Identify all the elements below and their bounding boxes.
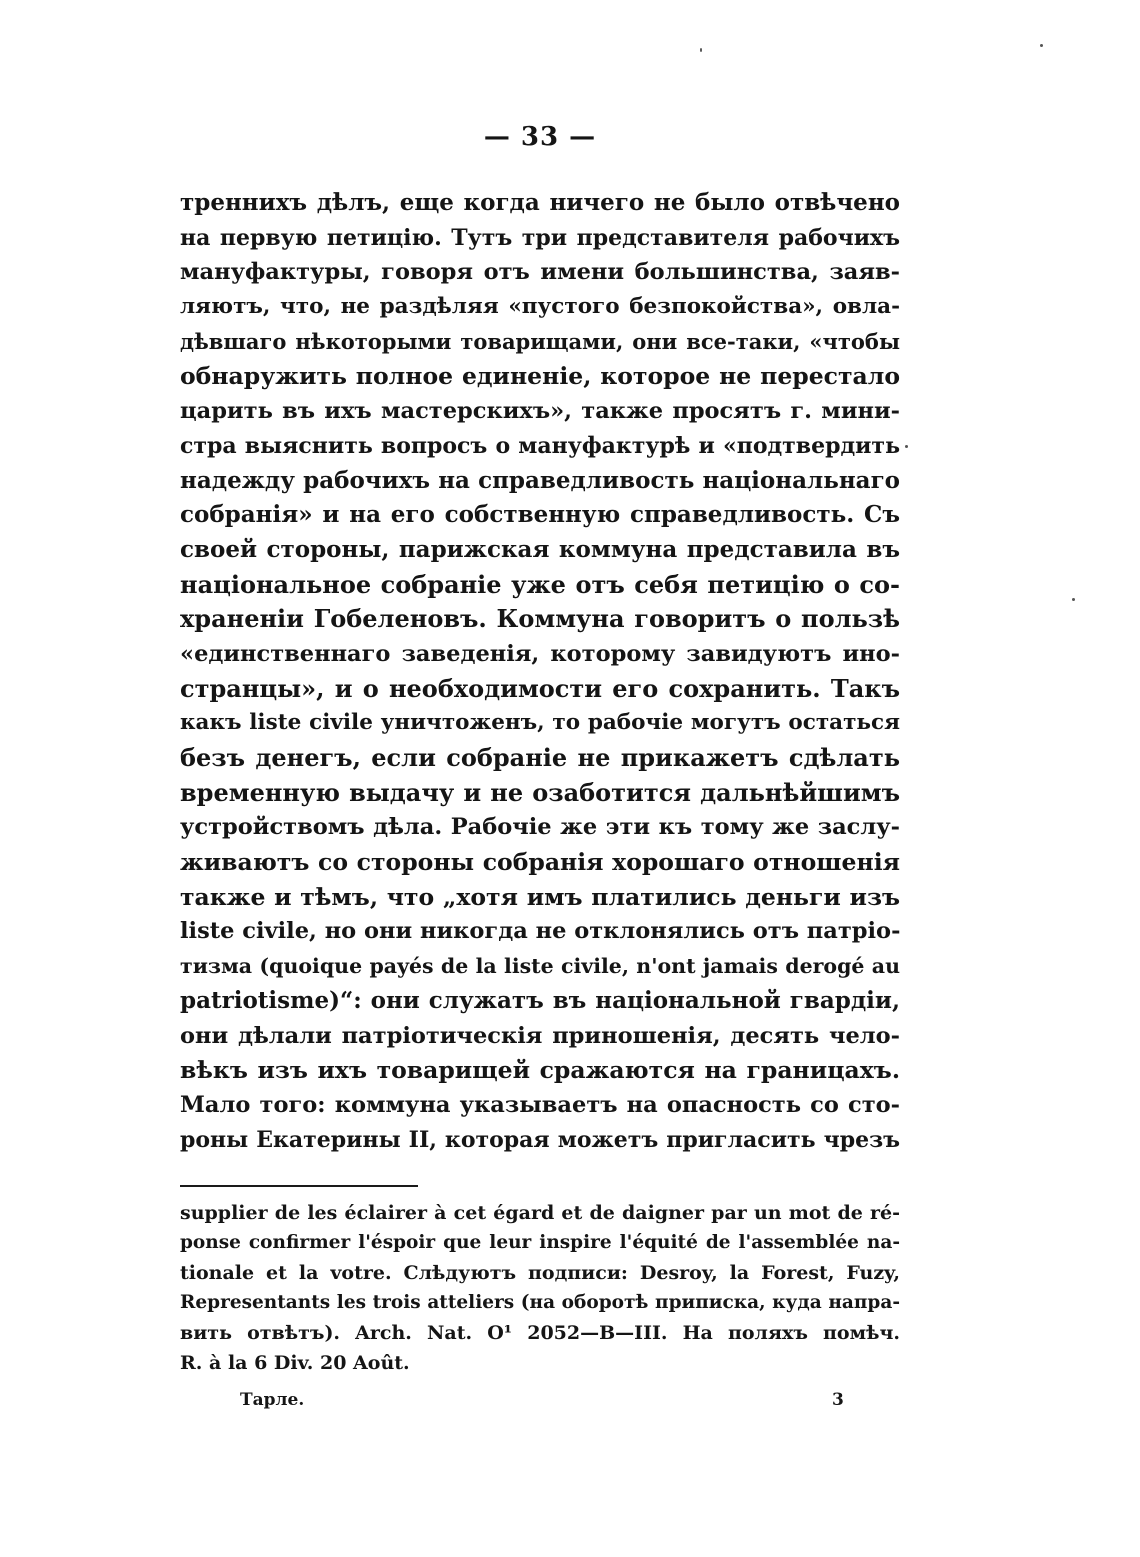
text-line: временную выдачу и не озаботится дальнѣйшимъ: [180, 777, 900, 807]
text-line: на первую петицію. Тутъ три представителя рабочихъ: [180, 224, 900, 251]
footnote-line: вить отвѣтъ). Arch. Nat. O¹ 2052—B—III. На поляхъ помѣч.: [180, 1322, 900, 1344]
text-line: обнаружить полное единеніе, которое не перестало: [180, 362, 900, 391]
page-number: — 33 —: [483, 122, 597, 152]
text-line: устройствомъ дѣла. Рабочіе же эти къ тому же заслу-: [180, 814, 900, 841]
footnote-line: Representants les trois atteliers (на оборотѣ приписка, куда напра-: [180, 1292, 900, 1313]
text-line: странцы», и о необходимости его сохранить. Такъ: [180, 673, 900, 703]
scan-speck: [905, 445, 908, 448]
text-line: они дѣлали патріотическія приношенія, десять чело-: [180, 1022, 900, 1049]
text-line: вѣкъ изъ ихъ товарищей сражаются на границахъ.: [180, 1056, 900, 1085]
footnote-line: supplier de les éclairer à cet égard et de daigner par un mot de ré-: [180, 1202, 900, 1224]
text-line: собранія» и на его собственную справедливость. Съ: [180, 501, 900, 529]
text-line: Мало того: коммуна указываетъ на опасность со сто-: [180, 1091, 900, 1118]
text-line: ляютъ, что, не раздѣляя «пустого безпокойства», овла-: [180, 294, 900, 320]
text-line: мануфактуры, говоря отъ имени большинства, заяв-: [180, 259, 900, 286]
scan-speck: [1040, 44, 1043, 47]
text-line: liste civile, но они никогда не отклонялись отъ патріо-: [180, 918, 900, 945]
text-line: треннихъ дѣлъ, еще когда ничего не было отвѣчено: [180, 189, 900, 216]
text-line: надежду рабочихъ на справедливость національнаго: [180, 466, 900, 494]
text-line: безъ денегъ, если собраніе не прикажетъ сдѣлать: [180, 743, 900, 772]
text-line: дѣвшаго нѣкоторыми товарищами, они все-таки, «чтобы: [180, 328, 900, 354]
text-line: своей стороны, парижская коммуна представила въ: [180, 535, 900, 563]
text-line: также и тѣмъ, что „хотя имъ платились деньги изъ: [180, 882, 900, 911]
signature-sheet-number: 3: [832, 1390, 844, 1410]
footnote-line: R. à la 6 Div. 20 Août.: [180, 1352, 410, 1374]
text-line: «единственнаго заведенія, которому завидуютъ ино-: [180, 640, 900, 667]
text-line: patriotisme)“: они служатъ въ національной гвардіи,: [180, 986, 900, 1014]
main-text-body: [180, 186, 900, 1157]
text-line: тизма (quoique payés de la liste civile, n'ont jamais derogé au: [180, 954, 900, 979]
signature-author: Тарле.: [240, 1390, 305, 1410]
text-line: роны Екатерины II, которая можетъ пригласить чрезъ: [180, 1126, 900, 1153]
text-line: царить въ ихъ мастерскихъ», также просятъ г. мини-: [180, 398, 900, 425]
text-line: живаютъ со стороны собранія хорошаго отношенія: [180, 848, 900, 877]
footnote-line: ponse confirmer l'éspoir que leur inspire l'équité de l'assemblée na-: [180, 1232, 900, 1253]
text-line: національное собраніе уже отъ себя петицію о со-: [180, 569, 900, 599]
text-line: храненіи Гобеленовъ. Коммуна говоритъ о пользѣ: [180, 604, 900, 634]
footnote: [180, 1198, 900, 1378]
text-line: стра выяснить вопросъ о мануфактурѣ и «подтвердить: [180, 432, 900, 459]
footnote-divider: [180, 1185, 418, 1187]
scan-speck: [1072, 598, 1075, 601]
footnote-line: tionale et la votre. Слѣдуютъ подписи: Desroy, la Forest, Fuzy,: [180, 1262, 900, 1284]
scan-speck: [700, 48, 702, 52]
text-line: какъ liste civile уничтоженъ, то рабочіе могутъ остаться: [180, 710, 900, 736]
